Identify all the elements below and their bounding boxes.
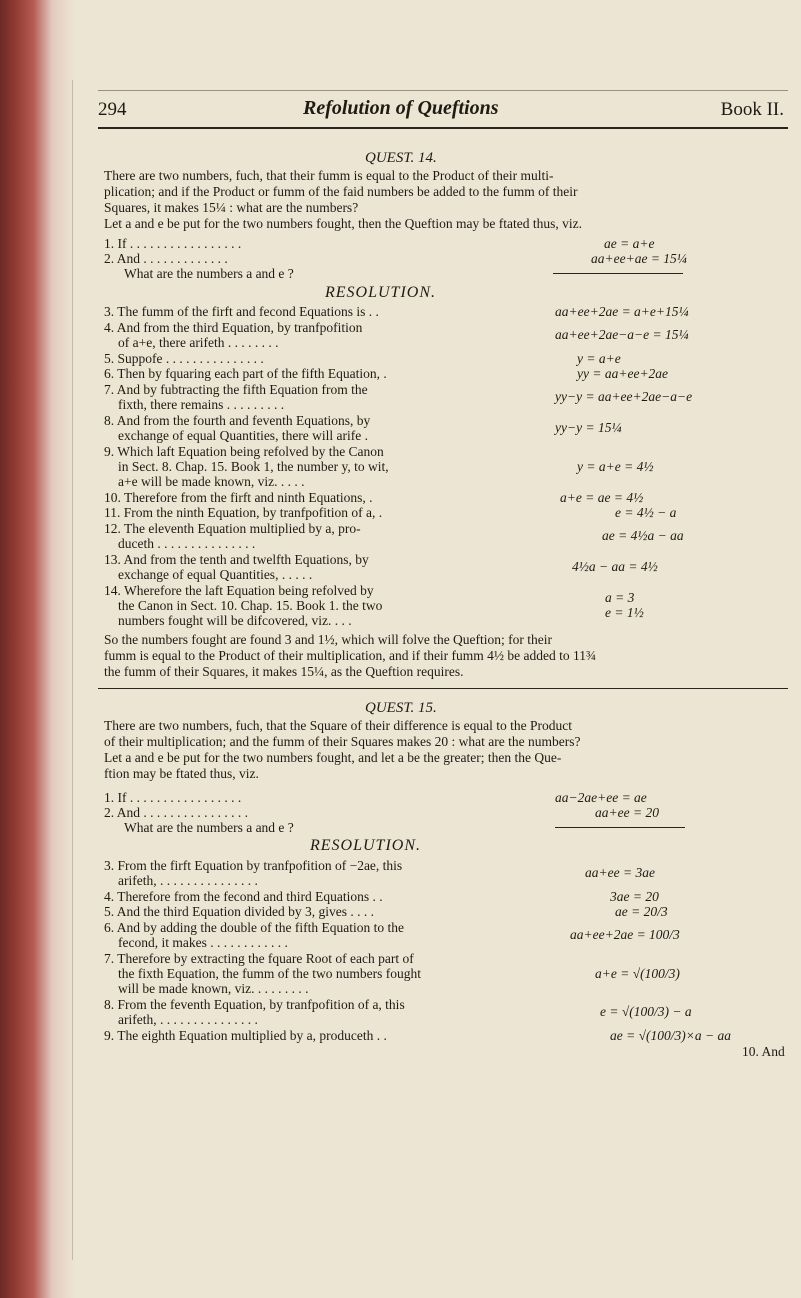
step-equation: yy−y = 15¼: [555, 420, 622, 435]
step-line: 6. And by adding the double of the fifth Equation to the: [104, 920, 404, 935]
short-rule: [553, 273, 683, 274]
book-spine-edge: [0, 0, 74, 1298]
step-line: 6. Then by fquaring each part of the fifth Equation, .: [104, 366, 387, 381]
statement-line: 1. If . . . . . . . . . . . . . . . . .: [104, 236, 242, 251]
statement-equation: ae = a+e: [604, 236, 655, 251]
running-title: Refolution of Queftions: [303, 97, 499, 119]
step-equation: e = 4½ − a: [615, 505, 677, 520]
step-line: 9. The eighth Equation multiplied by a, produceth . .: [104, 1028, 387, 1043]
conclusion-line: the fumm of their Squares, it makes 15¼, as the Queftion requires.: [104, 664, 464, 679]
catchword: 10. And: [742, 1044, 785, 1059]
resolution-heading: RESOLUTION.: [310, 837, 422, 854]
step-line: 14. Wherefore the laft Equation being refolved by: [104, 583, 374, 598]
step-equation: e = √(100/3) − a: [600, 1004, 692, 1019]
step-line: 10. Therefore from the firft and ninth Equations, .: [104, 490, 373, 505]
question-15-intro: [104, 718, 784, 782]
statement-question: What are the numbers a and e ?: [124, 266, 294, 281]
step-line: in Sect. 8. Chap. 15. Book 1, the number y, to wit,: [118, 459, 389, 474]
intro-line: of their multiplication; and the fumm of their Squares makes 20 : what are the numbers?: [104, 734, 581, 749]
step-equation: a = 3: [605, 590, 635, 605]
step-line: fecond, it makes . . . . . . . . . . . .: [118, 935, 288, 950]
step-line: 11. From the ninth Equation, by tranfpofition of a, .: [104, 505, 383, 520]
step-line: 7. And by fubtracting the fifth Equation from the: [104, 382, 368, 397]
step-equation: ae = √(100/3)×a − aa: [610, 1028, 731, 1043]
intro-line: There are two numbers, fuch, that their fumm is equal to the Product of their multi-: [104, 168, 554, 183]
step-line: the Canon in Sect. 10. Chap. 15. Book 1. the two: [118, 598, 383, 613]
question-14-conclusion: [104, 632, 784, 680]
step-line: arifeth, . . . . . . . . . . . . . . .: [118, 873, 258, 888]
step-line: fixth, there remains . . . . . . . . .: [118, 397, 285, 412]
step-line: the fixth Equation, the fumm of the two numbers fought: [118, 966, 421, 981]
resolution-heading: RESOLUTION.: [325, 284, 437, 301]
step-line: exchange of equal Quantities, . . . . .: [118, 567, 313, 582]
step-line: 5. Suppofe . . . . . . . . . . . . . . .: [104, 351, 264, 366]
step-line: 4. Therefore from the fecond and third Equations . .: [104, 889, 383, 904]
statement-line: 2. And . . . . . . . . . . . . . . . .: [104, 805, 249, 820]
question-15-heading: QUEST. 15.: [365, 700, 437, 716]
statement-equation: aa+ee = 20: [595, 805, 659, 820]
step-equation: yy−y = aa+ee+2ae−a−e: [555, 389, 693, 404]
step-equation: ae = 20/3: [615, 904, 668, 919]
book-page: [80, 0, 801, 1298]
step-equation: a+e = ae = 4½: [560, 490, 644, 505]
conclusion-line: So the numbers fought are found 3 and 1½, which will folve the Queftion; for their: [104, 632, 553, 647]
step-line: 12. The eleventh Equation multiplied by a, pro-: [104, 521, 361, 536]
book-label: Book II.: [720, 99, 784, 120]
intro-line: Let a and e be put for the two numbers fought, then the Queftion may be ftated thus, viz.: [104, 216, 582, 231]
step-equation: ae = 4½a − aa: [602, 528, 684, 543]
statement-line: 1. If . . . . . . . . . . . . . . . . .: [104, 790, 242, 805]
step-equation: aa+ee+2ae−a−e = 15¼: [555, 327, 689, 342]
intro-line: ftion may be ftated thus, viz.: [104, 766, 259, 781]
section-divider: [98, 688, 788, 689]
step-equation: 3ae = 20: [610, 889, 659, 904]
statement-line: 2. And . . . . . . . . . . . . .: [104, 251, 228, 266]
step-equation: y = a+e = 4½: [577, 459, 654, 474]
step-equation: aa+ee+2ae = a+e+15¼: [555, 304, 689, 319]
intro-line: Squares, it makes 15¼ : what are the numbers?: [104, 200, 359, 215]
step-line: a+e will be made known, viz. . . . .: [118, 474, 305, 489]
step-equation: aa+ee = 3ae: [585, 865, 655, 880]
question-14-heading: QUEST. 14.: [365, 150, 437, 166]
step-line: 4. And from the third Equation, by tranfpofition: [104, 320, 363, 335]
statement-equation: aa−2ae+ee = ae: [555, 790, 647, 805]
step-equation: 4½a − aa = 4½: [572, 559, 658, 574]
step-line: 8. From the feventh Equation, by tranfpofition of a, this: [104, 997, 405, 1012]
step-line: 8. And from the fourth and feventh Equations, by: [104, 413, 371, 428]
intro-line: plication; and if the Product or fumm of the faid numbers be added to the fumm of their: [104, 184, 578, 199]
conclusion-line: fumm is equal to the Product of their multiplication, and if their fumm 4½ be added to 11¾: [104, 648, 597, 663]
step-line: arifeth, . . . . . . . . . . . . . . .: [118, 1012, 258, 1027]
page-header: [98, 91, 788, 129]
page-gutter-line: [72, 80, 73, 1260]
short-rule: [555, 827, 685, 828]
intro-line: Let a and e be put for the two numbers fought, and let a be the greater; then the Que-: [104, 750, 562, 765]
step-line: 9. Which laft Equation being refolved by the Canon: [104, 444, 384, 459]
step-line: duceth . . . . . . . . . . . . . . .: [118, 536, 256, 551]
statement-equation: aa+ee+ae = 15¼: [591, 251, 687, 266]
step-equation: e = 1½: [605, 605, 644, 620]
intro-line: There are two numbers, fuch, that the Square of their difference is equal to the Product: [104, 718, 572, 733]
statement-question: What are the numbers a and e ?: [124, 820, 294, 835]
page-number: 294: [98, 99, 127, 120]
step-line: numbers fought will be difcovered, viz. . . .: [118, 613, 352, 628]
step-line: 5. And the third Equation divided by 3, gives . . . .: [104, 904, 374, 919]
step-line: exchange of equal Quantities, there will arife .: [118, 428, 369, 443]
step-line: 3. From the firft Equation by tranfpofition of −2ae, this: [104, 858, 403, 873]
question-14-intro: [104, 168, 784, 232]
step-equation: aa+ee+2ae = 100/3: [570, 927, 680, 942]
step-equation: a+e = √(100/3): [595, 966, 680, 981]
step-line: will be made known, viz. . . . . . . . .: [118, 981, 309, 996]
step-line: 13. And from the tenth and twelfth Equations, by: [104, 552, 369, 567]
step-line: 7. Therefore by extracting the fquare Root of each part of: [104, 951, 414, 966]
step-equation: y = a+e: [577, 351, 621, 366]
step-line: of a+e, there arifeth . . . . . . . .: [118, 335, 279, 350]
step-line: 3. The fumm of the firft and fecond Equations is . .: [104, 304, 379, 319]
step-equation: yy = aa+ee+2ae: [577, 366, 669, 381]
